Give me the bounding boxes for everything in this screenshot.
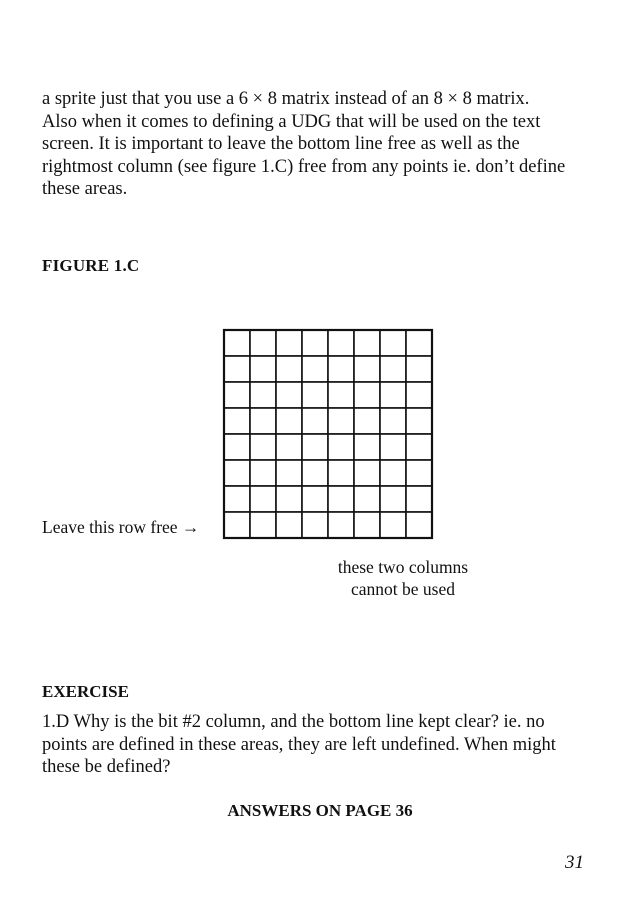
grid-cell — [302, 460, 328, 486]
grid-cell — [250, 512, 276, 538]
paragraph-line: rightmost column (see figure 1.C) free from any points ie. don’t define — [42, 156, 566, 177]
grid-cell — [328, 356, 354, 382]
grid-cell — [250, 382, 276, 408]
exercise-line: points are defined in these areas, they are left undefined. When might — [42, 734, 556, 755]
figure-title: FIGURE 1.C — [42, 256, 140, 275]
columns-note-line: cannot be used — [351, 579, 455, 599]
paragraph-line: these areas. — [42, 179, 128, 199]
grid-cell — [250, 434, 276, 460]
grid-cell — [380, 460, 406, 486]
grid-cell — [224, 330, 250, 356]
grid-cell — [354, 486, 380, 512]
grid-cell — [380, 512, 406, 538]
grid-cell — [302, 382, 328, 408]
grid-cell — [354, 408, 380, 434]
grid-cell — [406, 512, 432, 538]
grid-cell — [276, 486, 302, 512]
grid-cell — [224, 356, 250, 382]
grid-cell — [406, 356, 432, 382]
row-free-label: Leave this row free → — [42, 517, 200, 537]
grid-cell — [406, 486, 432, 512]
grid-cell — [302, 356, 328, 382]
grid-cell — [406, 408, 432, 434]
grid-cell — [276, 460, 302, 486]
columns-note-line: these two columns — [337, 557, 469, 577]
grid-cell — [250, 408, 276, 434]
grid-cell — [406, 460, 432, 486]
columns-note — [318, 556, 488, 600]
grid-cell — [328, 486, 354, 512]
paragraph-line: screen. It is important to leave the bottom line free as well as the — [42, 134, 520, 154]
body-paragraph — [42, 88, 590, 201]
grid-cell — [328, 382, 354, 408]
grid-cell — [354, 512, 380, 538]
grid-cell — [380, 330, 406, 356]
grid-cell — [380, 408, 406, 434]
grid-cell — [328, 512, 354, 538]
grid-cell — [224, 486, 250, 512]
grid-cell — [276, 408, 302, 434]
grid-cell — [276, 330, 302, 356]
grid-cell — [302, 408, 328, 434]
grid-cell — [380, 382, 406, 408]
grid-cell — [354, 460, 380, 486]
grid-cell — [328, 408, 354, 434]
page-number: 31 — [565, 852, 584, 873]
answers-reference: ANSWERS ON PAGE 36 — [227, 801, 413, 820]
grid-cell — [406, 382, 432, 408]
grid-cell — [302, 512, 328, 538]
grid-cell — [302, 330, 328, 356]
grid-cell — [302, 434, 328, 460]
grid-cell — [354, 434, 380, 460]
grid-cell — [328, 434, 354, 460]
grid-cell — [276, 434, 302, 460]
grid-cell — [328, 330, 354, 356]
grid-cell — [224, 434, 250, 460]
grid-cell — [380, 356, 406, 382]
paragraph-line: a sprite just that you use a 6 × 8 matrix instead of an 8 × 8 matrix. — [42, 89, 530, 109]
grid-cell — [328, 460, 354, 486]
grid-cell — [380, 434, 406, 460]
grid-cell — [224, 460, 250, 486]
exercise-text — [42, 711, 590, 779]
grid-cell — [406, 434, 432, 460]
exercise-line: these be defined? — [42, 757, 171, 777]
grid-cell — [224, 408, 250, 434]
grid-cell — [354, 330, 380, 356]
exercise-title: EXERCISE — [42, 682, 129, 701]
grid-cell — [406, 330, 432, 356]
grid-cell — [250, 460, 276, 486]
grid-cell — [354, 356, 380, 382]
grid-cell — [354, 382, 380, 408]
grid-cell — [224, 512, 250, 538]
grid-cell — [276, 356, 302, 382]
grid-cell — [250, 356, 276, 382]
grid-cell — [302, 486, 328, 512]
grid-cell — [276, 382, 302, 408]
exercise-line: 1.D Why is the bit #2 column, and the bottom line kept clear? ie. no — [42, 712, 545, 732]
paragraph-line: Also when it comes to defining a UDG that will be used on the text — [42, 111, 541, 132]
grid-cell — [380, 486, 406, 512]
grid-cell — [250, 330, 276, 356]
matrix-grid — [222, 328, 434, 540]
grid-cell — [276, 512, 302, 538]
grid-cell — [250, 486, 276, 512]
grid-cell — [224, 382, 250, 408]
